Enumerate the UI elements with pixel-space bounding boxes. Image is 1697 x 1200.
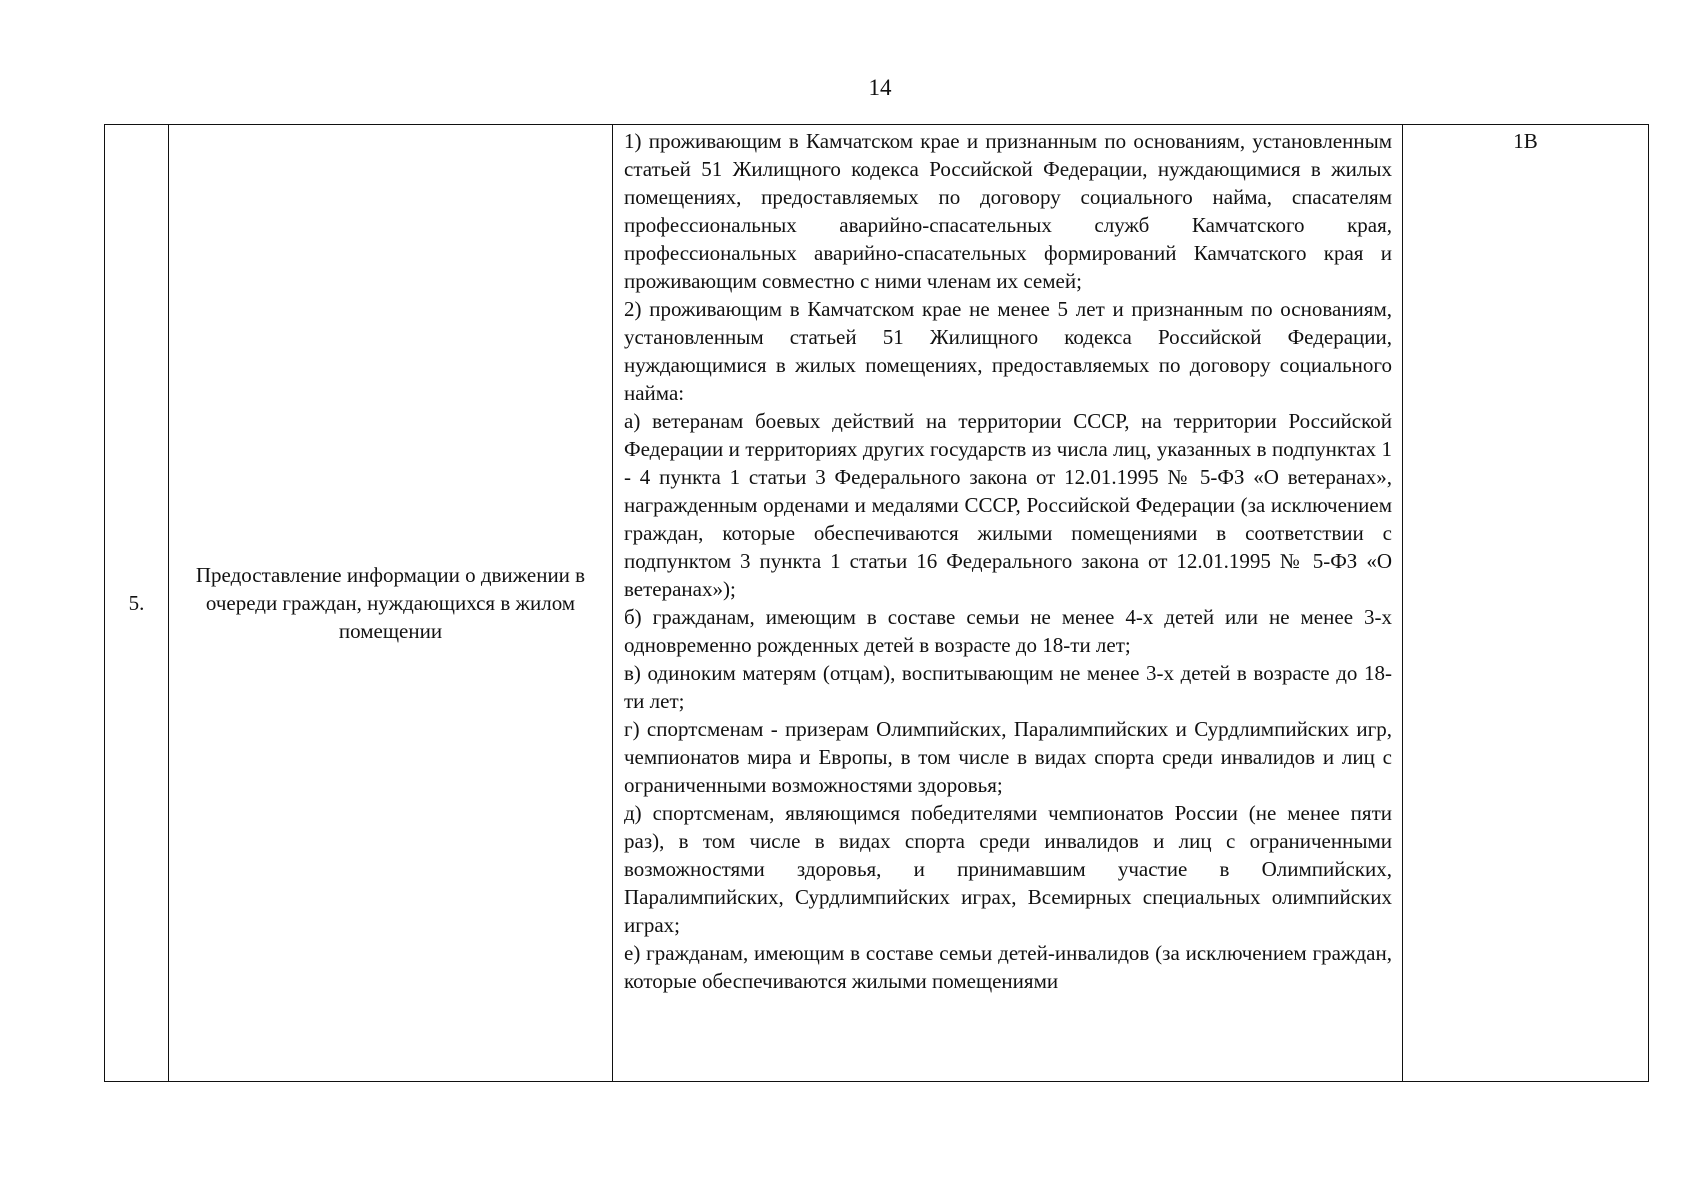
recipient-paragraph: 2) проживающим в Камчатском крае не менее 5 лет и признанным по основаниям, установленным статьей 51 Жилищного кодекса Российской Федерации, нуждающимися в жилых помещениях, предоставляемых по договору социального найма: bbox=[624, 297, 1392, 405]
services-table bbox=[104, 124, 1649, 1082]
code-cell bbox=[1403, 125, 1649, 1082]
service-name-cell bbox=[169, 125, 613, 1082]
service-name: Предоставление информации о движении в очереди граждан, нуждающихся в жилом помещении bbox=[195, 563, 586, 643]
recipient-paragraph: б) гражданам, имеющим в составе семьи не менее 4-х детей или не менее 3-х одновременно рожденных детей в возрасте до 18-ти лет; bbox=[624, 605, 1392, 657]
service-code: 1В bbox=[1513, 129, 1538, 153]
recipient-paragraph: в) одиноким матерям (отцам), воспитывающим не менее 3-х детей в возрасте до 18-ти лет; bbox=[624, 661, 1392, 713]
row-number-cell bbox=[105, 125, 169, 1082]
recipients-list bbox=[613, 125, 1402, 1081]
recipient-paragraph: а) ветеранам боевых действий на территории СССР, на территории Российской Федерации и территориях других государств из числа лиц, указанных в подпунктах 1 - 4 пункта 1 статьи 3 Федерального закона от 12.01.1995 № 5-ФЗ «О ветеранах», награжденным орденами и медалями СССР, Российской Федерации (за исключением граждан, которые обеспечиваются жилыми помещениями в соответствии с подпунктом 3 пункта 1 статьи 16 Федерального закона от 12.01.1995 № 5-ФЗ «О ветеранах»); bbox=[624, 409, 1392, 601]
recipient-paragraph: д) спортсменам, являющимся победителями чемпионатов России (не менее пяти раз), в том числе в видах спорта среди инвалидов и лиц с ограниченными возможностями здоровья, и принимавшим участие в Олимпийских, Паралимпийских, Сурдлимпийских играх, Всемирных специальных олимпийских играх; bbox=[624, 801, 1392, 937]
recipient-paragraph: 1) проживающим в Камчатском крае и признанным по основаниям, установленным статьей 51 Жилищного кодекса Российской Федерации, нуждающимися в жилых помещениях, предоставляемых по договору социального найма, спасателям профессиональных аварийно-спасательных служб Камчатского края, профессиональных аварийно-спасательных формирований Камчатского края и проживающим совместно с ними членам их семей; bbox=[624, 129, 1392, 293]
row-number: 5. bbox=[128, 591, 145, 615]
page-number: 14 bbox=[868, 75, 892, 100]
table-row bbox=[105, 125, 1649, 1082]
recipient-paragraph: г) спортсменам - призерам Олимпийских, Паралимпийских и Сурдлимпийских игр, чемпионатов мира и Европы, в том числе в видах спорта среди инвалидов и лиц с ограниченными возможностями здоровья; bbox=[624, 717, 1392, 797]
recipients-cell bbox=[613, 125, 1403, 1082]
recipient-paragraph: е) гражданам, имеющим в составе семьи детей-инвалидов (за исключением граждан, которые обеспечиваются жилыми помещениями bbox=[624, 941, 1392, 993]
